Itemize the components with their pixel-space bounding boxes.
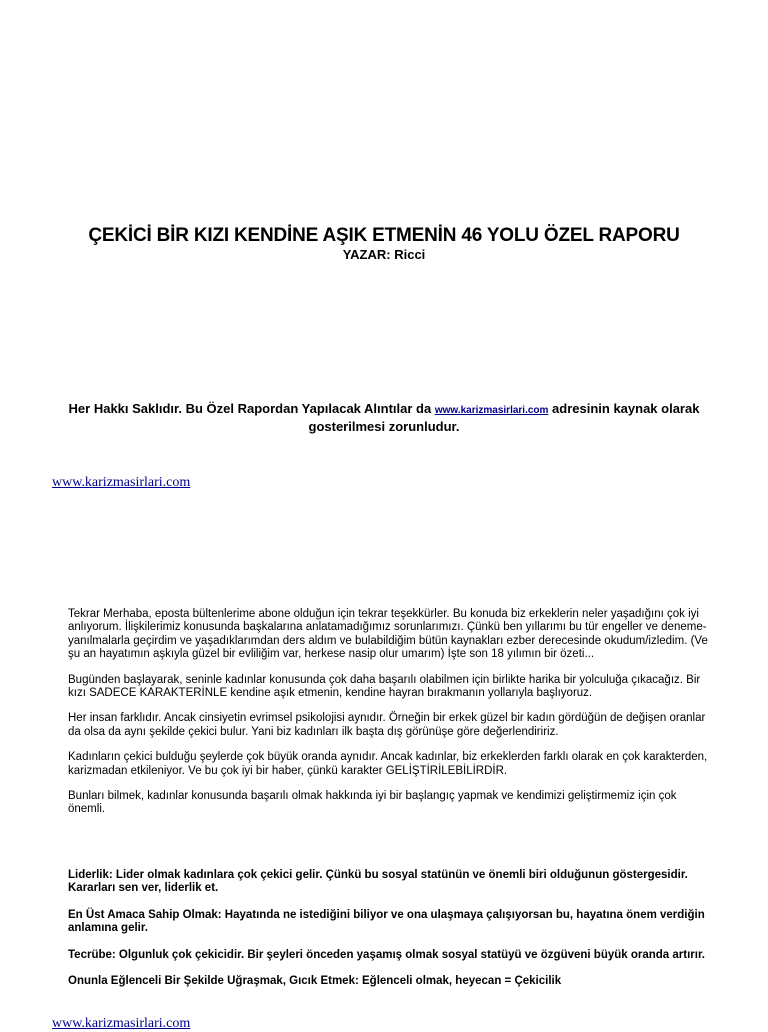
key-point: En Üst Amaca Sahip Olmak: Hayatında ne istediğini biliyor ve ona ulaşmaya çalışıyorsan bu, hayatına önem verdiğin anlamına gelir.: [68, 908, 705, 935]
key-point: Onunla Eğlenceli Bir Şekilde Uğraşmak, Gıcık Etmek: Eğlenceli olmak, heyecan = Çekicilik: [68, 975, 562, 988]
intro-paragraph: Bugünden başlayarak, seninle kadınlar konusunda çok daha başarılı olabilmen için birlikte harika bir yolculuğa çıkacağız. Bir kızı SADECE KARAKTERİNLE kendine aşık etmenin, kendine hayran bırakmanın yollarıyla başlıyoruz.: [68, 673, 701, 700]
copyright-notice: [40, 401, 728, 435]
intro-body: [68, 608, 708, 829]
copyright-site-link[interactable]: www.karizmasirlari.com: [434, 405, 549, 416]
footer-site-link[interactable]: www.karizmasirlari.com: [52, 1016, 191, 1031]
report-author: YAZAR: Ricci: [342, 247, 426, 262]
key-point: Liderlik: Lider olmak kadınlara çok çekici gelir. Çünkü bu sosyal statünün ve önemli biri olduğunun göstergesidir. Kararları sen ver, liderlik et.: [68, 869, 688, 895]
copyright-text-after: adresinin kaynak olarak gosterilmesi zorunludur.: [308, 401, 700, 434]
site-link[interactable]: www.karizmasirlari.com: [52, 475, 191, 490]
intro-paragraph: Bunları bilmek, kadınlar konusunda başarılı olmak hakkında iyi bir başlangıç yapmak ve kendimizi geliştirmemiz için çok önemli.: [68, 790, 677, 816]
key-points: [68, 869, 716, 1001]
intro-paragraph: Kadınların çekici bulduğu şeylerde çok büyük oranda aynıdır. Ancak kadınlar, biz erkeklerden farklı olarak en çok karakterden, karizmadan etkileniyor. Ve bu çok iyi bir haber, çünkü karakter GELİŞTİRİLEBİLİRDİR.: [68, 751, 708, 777]
intro-paragraph: Her insan farklıdır. Ancak cinsiyetin evrimsel psikolojisi aynıdır. Örneğin bir erkek güzel bir kadın gördüğün de değişen oranlar da olsa da aynı şekilde çekici bulur. Yani biz kadınları ilk başta dış görünüşe göre değerlendiririz.: [68, 712, 706, 738]
copyright-text-before: Her Hakkı Saklıdır. Bu Özel Rapordan Yapılacak Alıntılar da: [68, 401, 435, 416]
report-title: ÇEKİCİ BİR KIZI KENDİNE AŞIK ETMENİN 46 YOLU ÖZEL RAPORU: [88, 225, 680, 246]
intro-paragraph: Tekrar Merhaba, eposta bültenlerime abone olduğun için tekrar teşekkürler. Bu konuda biz erkeklerin neler yaşadığını çok iyi anlıyorum. İlişkilerimiz konusunda başkalarına anlatamadığımız sorunlarımızı. Çünkü ben yıllarımı bu tür engeller ve deneme-yanılmalarla geçirdim ve yaşadıklarımdan ders aldım ve bulabildiğim bütün kaynakları ezber derecesinde okudum/izledim. (Ve şu an hayatımın aşkıyla güzel bir evliliğim var, herkese nasip olur umarım) İşte son 18 yılımın bir özeti...: [68, 608, 708, 661]
key-point: Tecrübe: Olgunluk çok çekicidir. Bir şeyleri önceden yaşamış olmak sosyal statüyü ve özgüveni büyük oranda artırır.: [68, 948, 705, 961]
